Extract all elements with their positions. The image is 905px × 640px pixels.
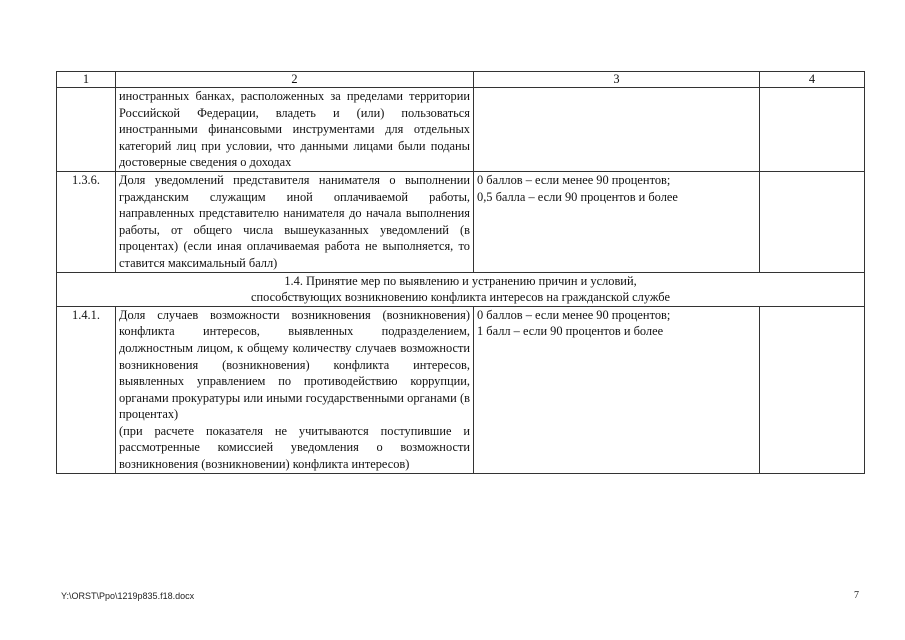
criteria-table — [56, 71, 865, 474]
header-col-4: 4 — [760, 72, 865, 88]
table-row — [57, 306, 865, 473]
page-number: 7 — [854, 590, 859, 601]
score-line: 0,5 балла – если 90 процентов и более — [477, 189, 678, 204]
score-cell — [474, 171, 760, 272]
header-col-1: 1 — [57, 72, 116, 88]
score-cell — [474, 306, 760, 473]
indicator-main-text: Доля случаев возможности возникновения (возникновения) конфликта интересов, выявленных подразделением, должностным лицом, к общему количеству случаев возможности возникновения (возникновения) конфликта интересов, выявленных управлением по противодействию коррупции, органами прокуратуры или иными государственными органами (в процентах) — [119, 307, 470, 422]
table-header-row — [57, 72, 865, 88]
table-row — [57, 88, 865, 172]
row-number: 1.3.6. — [57, 171, 116, 272]
header-col-3: 3 — [474, 72, 760, 88]
score-cell — [474, 88, 760, 172]
indicator-text — [116, 306, 474, 473]
indicator-text: Доля уведомлений представителя нанимателя о выполнении гражданским служащим иной оплачиваемой работы, направленных представителю нанимателя до начала выполнения работы, от общего числа вышеуказанных уведомлений (в процентах) (если иная оплачиваемая работа не выполняется, то ставится максимальный балл) — [116, 171, 474, 272]
table-row — [57, 171, 865, 272]
section-heading — [57, 272, 865, 306]
score-line: 1 балл – если 90 процентов и более — [477, 324, 664, 339]
value-cell — [760, 306, 865, 473]
indicator-note-text: (при расчете показателя не учитываются поступившие и рассмотренные комиссией уведомления о возможности возникновения (возникновении) конфликта интересов) — [119, 423, 470, 472]
score-line: 0 баллов – если менее 90 процентов; — [477, 307, 671, 322]
section-heading-line: способствующих возникновению конфликта интересов на гражданской службе — [251, 290, 670, 305]
footer-file-path: Y:\ORST\Ppo\1219p835.f18.docx — [61, 591, 195, 601]
row-number — [57, 88, 116, 172]
section-heading-row — [57, 272, 865, 306]
section-heading-line: 1.4. Принятие мер по выявлению и устранению причин и условий, — [284, 273, 637, 288]
row-number: 1.4.1. — [57, 306, 116, 473]
value-cell — [760, 88, 865, 172]
indicator-text: иностранных банках, расположенных за пределами территории Российской Федерации, владеть и (или) пользоваться иностранными финансовыми инструментами для отдельных категорий лиц при условии, что данными лицами были поданы достоверные сведения о доходах — [116, 88, 474, 172]
header-col-2: 2 — [116, 72, 474, 88]
value-cell — [760, 171, 865, 272]
score-line: 0 баллов – если менее 90 процентов; — [477, 172, 671, 187]
